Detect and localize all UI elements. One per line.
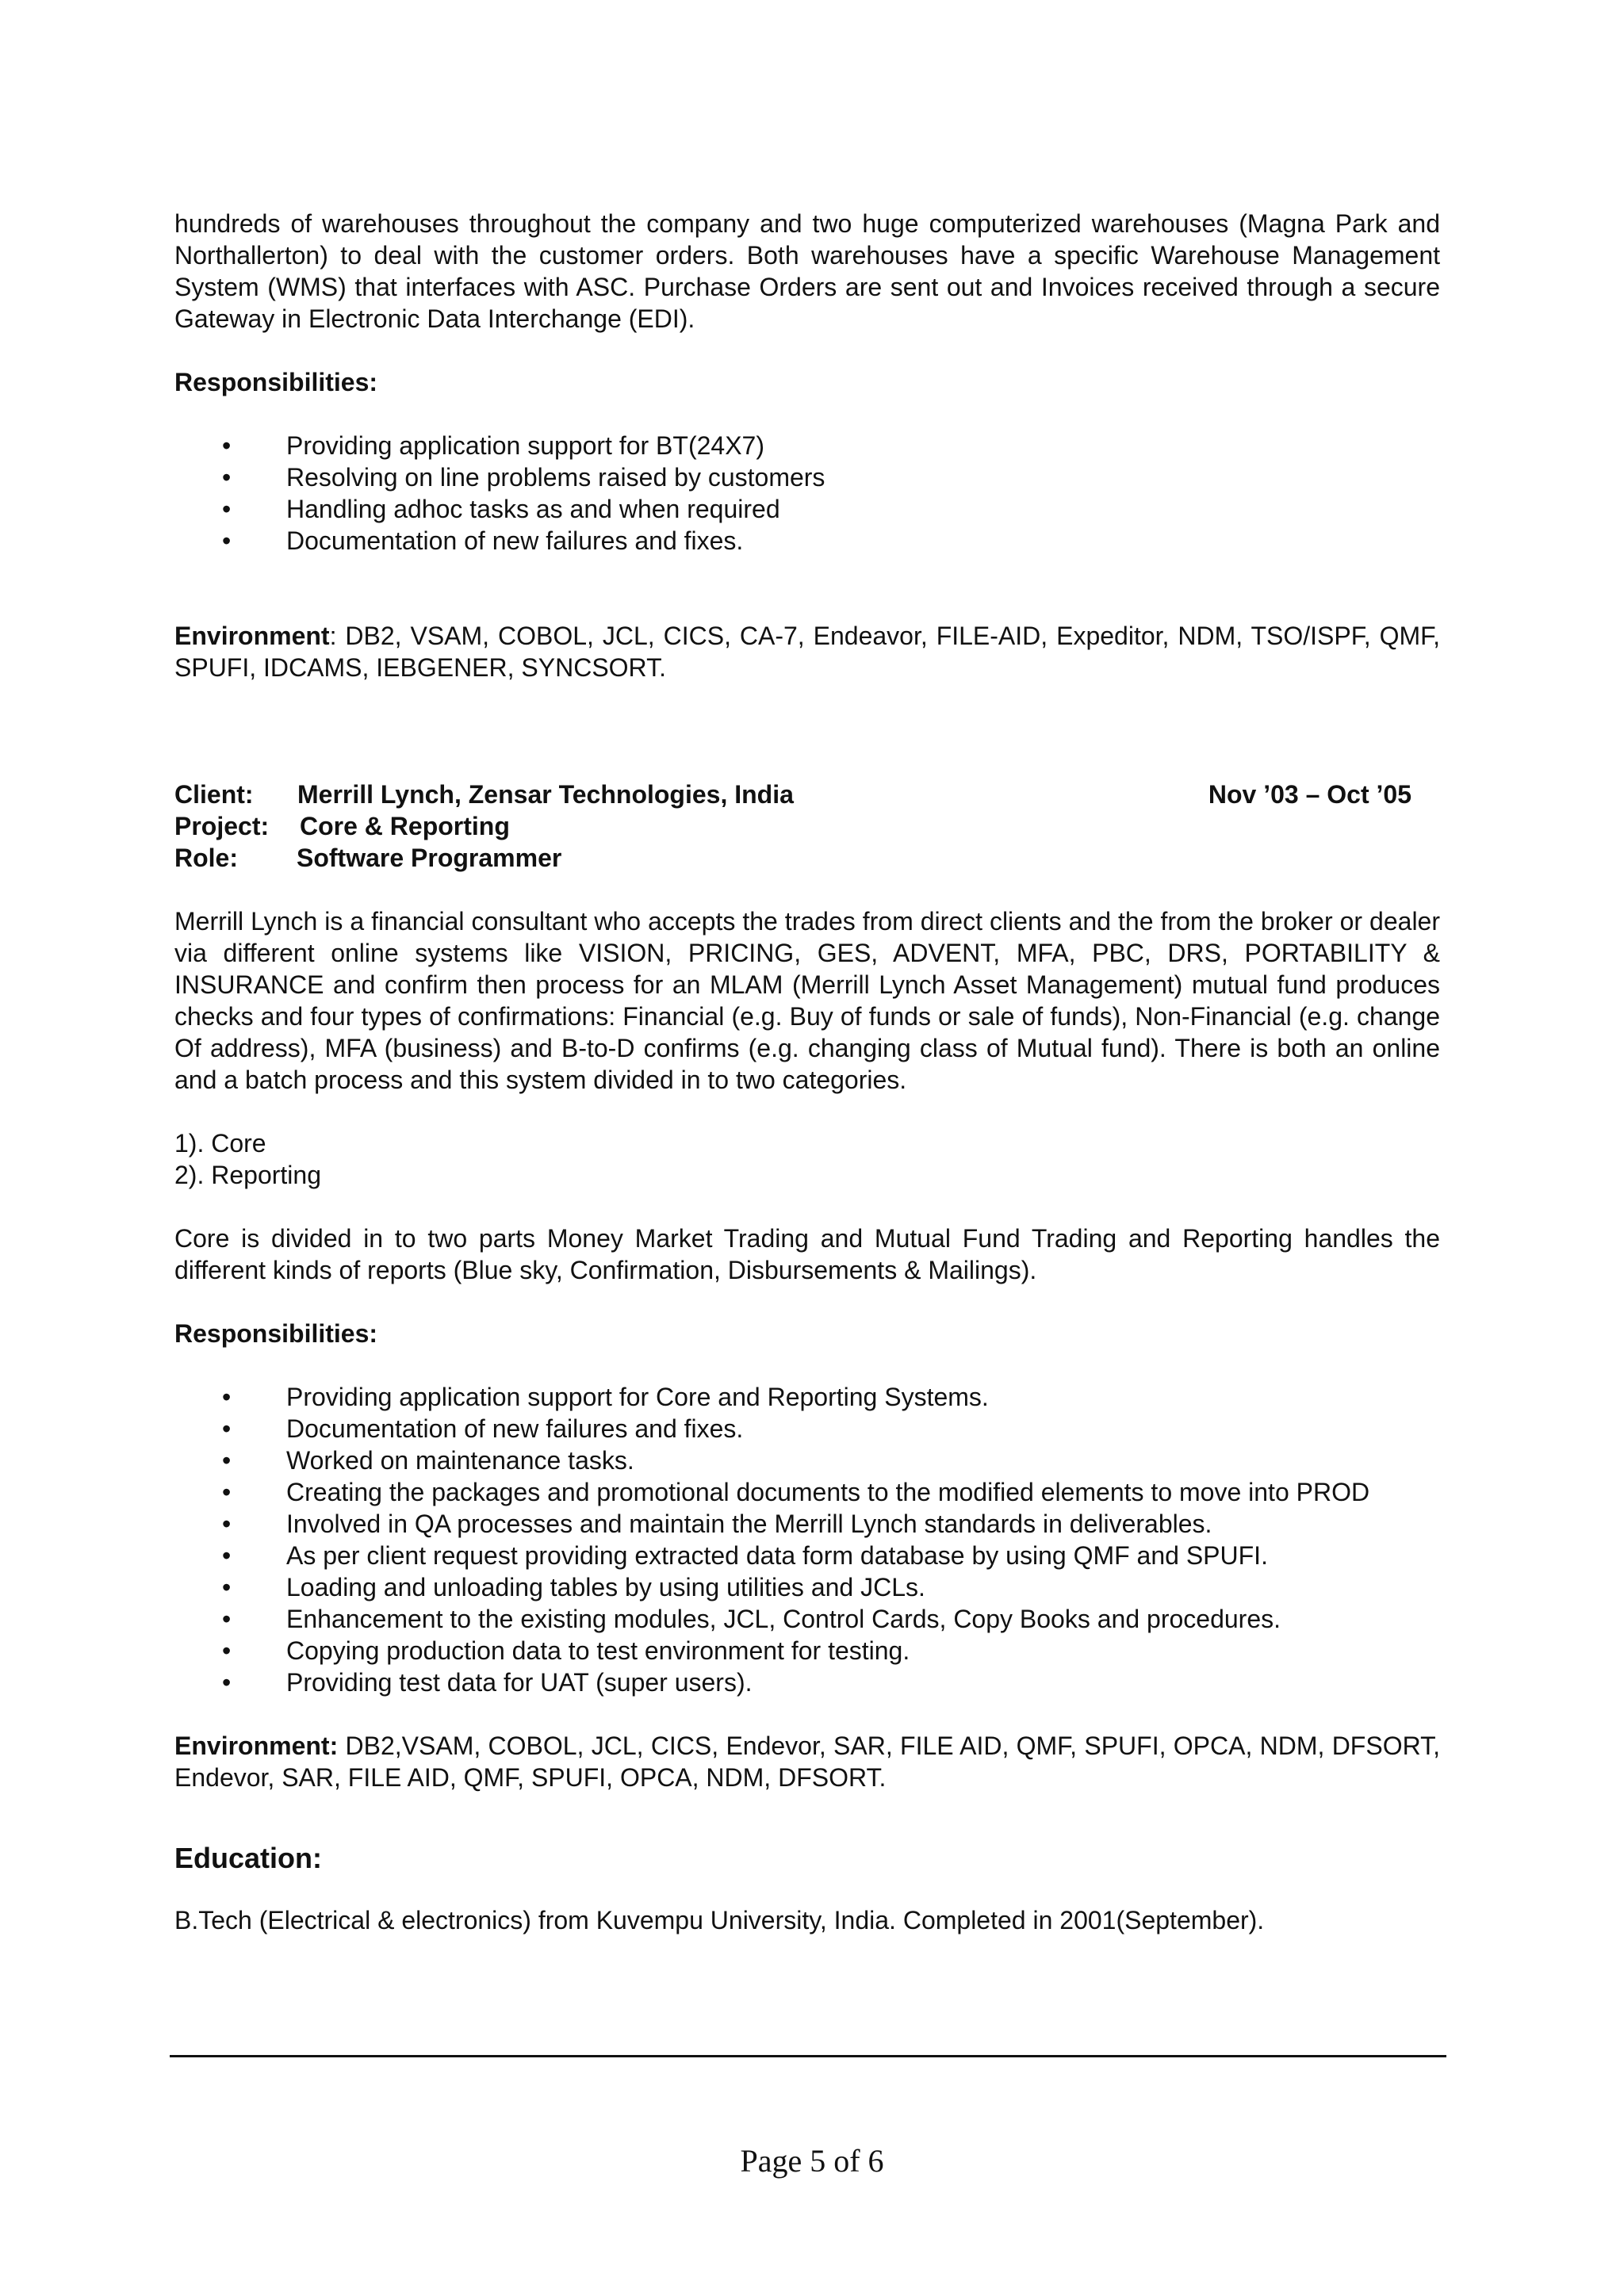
project-header: [174, 779, 1440, 874]
role-row: [174, 842, 562, 874]
project-label: Project:: [174, 812, 270, 840]
list-item: • Providing application support for BT(24X7): [286, 430, 1440, 461]
project-value: Core & Reporting: [300, 812, 510, 840]
footer-divider: [170, 2055, 1446, 2057]
list-item: • Handling adhoc tasks as and when required: [286, 493, 1440, 525]
list-item: • As per client request providing extracted data form database by using QMF and SPUFI.: [286, 1540, 1440, 1571]
page-number: Page 5 of 6: [740, 2143, 884, 2179]
category-item: 2). Reporting: [174, 1161, 321, 1189]
responsibilities-list: [174, 1381, 1440, 1698]
client-label: Client:: [174, 780, 254, 809]
employment-dates: Nov ’03 – Oct ’05: [1208, 780, 1411, 809]
project-description: Merrill Lynch is a financial consultant who accepts the trades from direct clients and the from the broker or dealer via different online systems like VISION, PRICING, GES, ADVENT, MFA, PBC, DRS, PORTABILITY & INSURANCE and confirm then process for an MLAM (Merrill Lynch Asset Management) mutual fund produces checks and four types of confirmations: Financial (e.g. Buy of funds or sale of funds), Non-Financial (e.g. change Of address), MFA (business) and B-to-D confirms (e.g. changing class of Mutual fund). There is both an online and a batch process and this system divided in to two categories.: [174, 907, 1440, 1094]
environment-paragraph: [174, 1730, 1440, 1793]
list-item: • Copying production data to test environment for testing.: [286, 1635, 1440, 1667]
category-item: 1). Core: [174, 1129, 266, 1158]
project-row: [174, 810, 510, 842]
intro-paragraph: hundreds of warehouses throughout the company and two huge computerized warehouses (Magna Park and Northallerton) to deal with the customer orders. Both warehouses have a specific Warehouse Management System (WMS) that interfaces with ASC. Purchase Orders are sent out and Invoices received through a secure Gateway in Electronic Data Interchange (EDI).: [174, 209, 1440, 333]
role-value: Software Programmer: [297, 844, 562, 872]
client-value: Merrill Lynch, Zensar Technologies, India: [297, 780, 794, 809]
list-item: • Resolving on line problems raised by customers: [286, 461, 1440, 493]
list-item: • Loading and unloading tables by using utilities and JCLs.: [286, 1571, 1440, 1603]
environment-label: Environment:: [174, 1732, 339, 1760]
list-item: • Providing test data for UAT (super users).: [286, 1667, 1440, 1698]
list-item: • Documentation of new failures and fixes.: [286, 1413, 1440, 1445]
core-paragraph: Core is divided in to two parts Money Market Trading and Mutual Fund Trading and Reporting handles the different kinds of reports (Blue sky, Confirmation, Disbursements & Mailings).: [174, 1224, 1440, 1284]
environment-text: DB2,VSAM, COBOL, JCL, CICS, Endevor, SAR, FILE AID, QMF, SPUFI, OPCA, NDM, DFSORT, Endevor, SAR, FILE AID, QMF, SPUFI, OPCA, NDM, DFSORT.: [174, 1732, 1440, 1792]
environment-paragraph: [174, 620, 1440, 683]
environment-text: : DB2, VSAM, COBOL, JCL, CICS, CA-7, Endeavor, FILE-AID, Expeditor, NDM, TSO/ISPF, QMF, SPUFI, IDCAMS, IEBGENER, SYNCSORT.: [174, 622, 1440, 682]
responsibilities-heading: Responsibilities:: [174, 368, 378, 396]
education-heading: Education:: [174, 1842, 322, 1874]
responsibilities-heading: Responsibilities:: [174, 1319, 378, 1348]
list-item: • Worked on maintenance tasks.: [286, 1445, 1440, 1476]
list-item: • Creating the packages and promotional documents to the modified elements to move into PROD: [286, 1476, 1440, 1508]
list-item: • Enhancement to the existing modules, JCL, Control Cards, Copy Books and procedures.: [286, 1603, 1440, 1635]
list-item: • Providing application support for Core and Reporting Systems.: [286, 1381, 1440, 1413]
list-item: • Documentation of new failures and fixes.: [286, 525, 1440, 557]
client-row: [174, 779, 794, 810]
list-item: • Involved in QA processes and maintain the Merrill Lynch standards in deliverables.: [286, 1508, 1440, 1540]
education-text: B.Tech (Electrical & electronics) from Kuvempu University, India. Completed in 2001(September).: [174, 1906, 1265, 1934]
page-content: [174, 208, 1440, 1936]
environment-label: Environment: [174, 622, 330, 650]
role-label: Role:: [174, 844, 238, 872]
responsibilities-list: [174, 430, 1440, 557]
